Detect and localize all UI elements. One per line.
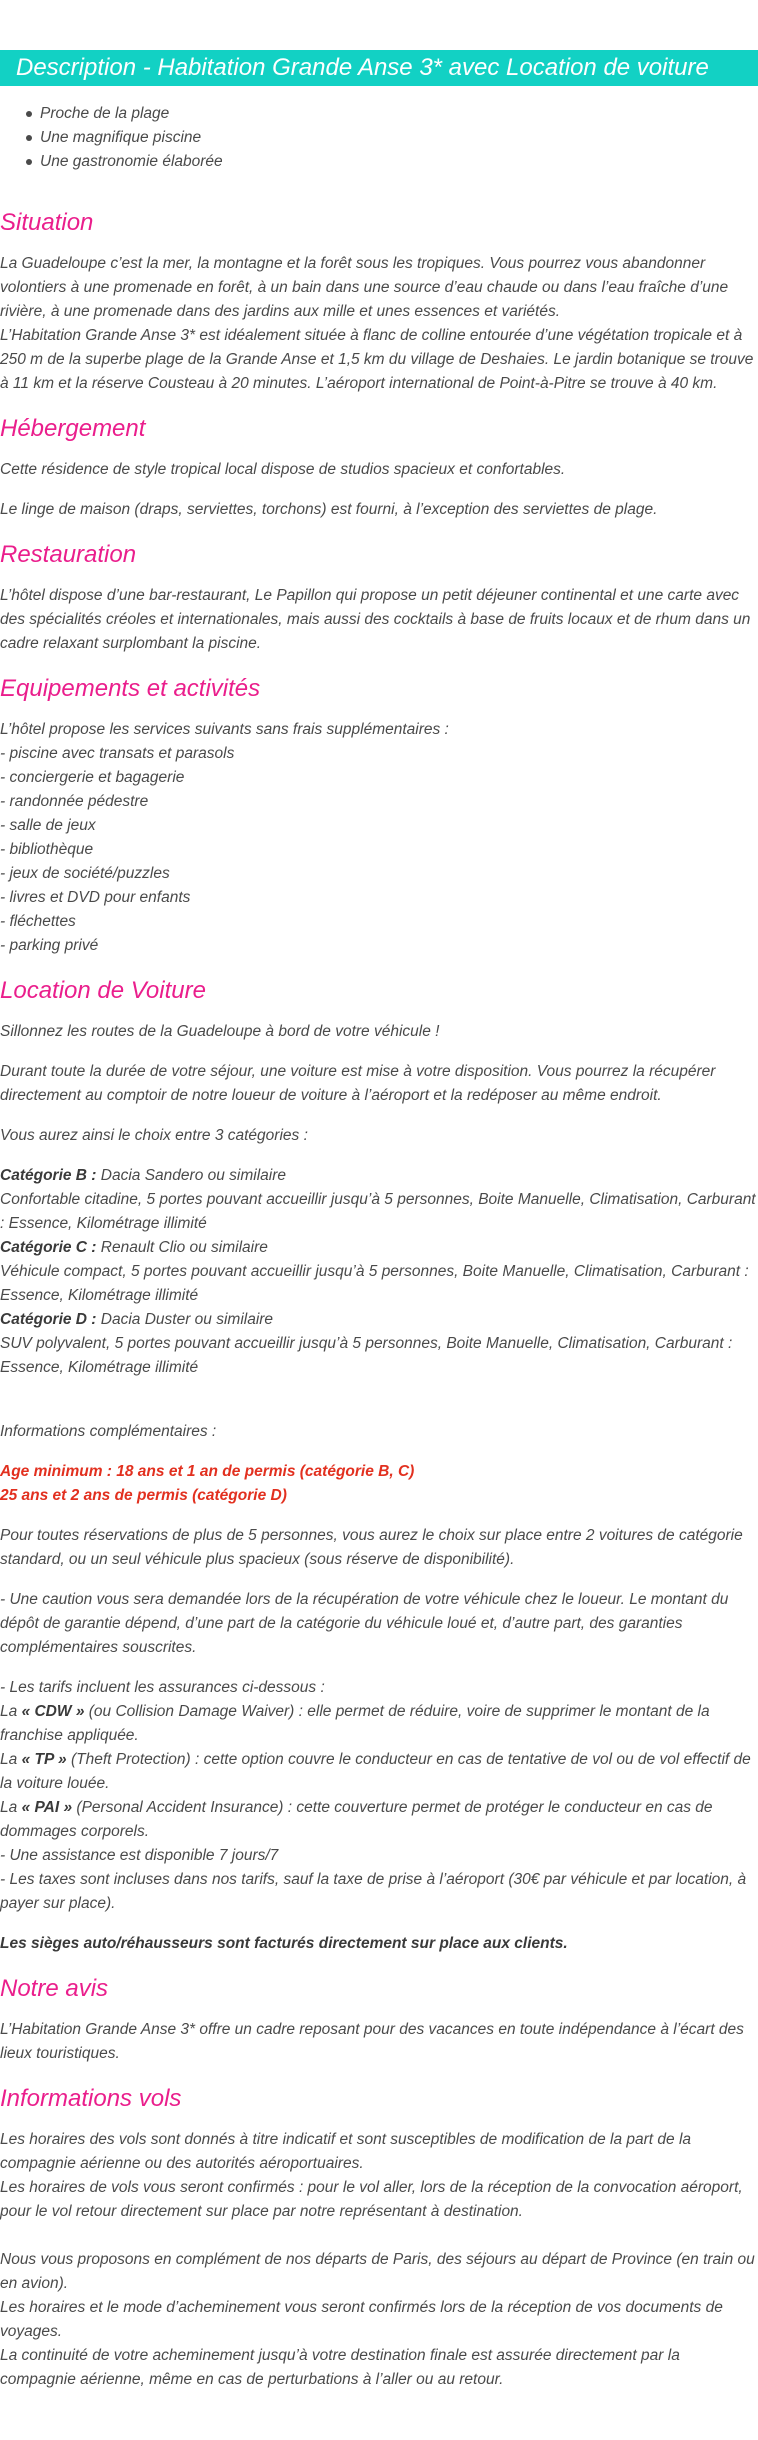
location-text: Durant toute la durée de votre séjour, une voiture est mise à votre disposition. Vous pourrez la récupérer directement au comptoir de notre loueur de voiture à l’aéroport et la redéposer au même endroit. (0, 1063, 716, 1104)
vols-text: Les horaires des vols sont donnés à titre indicatif et sont susceptibles de modification de la part de la compagnie aérienne ou des autorités aéroportuaires. (0, 2131, 692, 2172)
info-title: Informations complémentaires : (0, 1423, 217, 1440)
insurance-pai-text: (Personal Accident Insurance) : cette couverture permet de protéger le conducteur en cas de dommages corporels. (0, 1799, 713, 1840)
list-item: Une gastronomie élaborée (40, 150, 758, 174)
category-b (0, 1164, 758, 1188)
vols-text: Les horaires de vols vous seront confirmés : pour le vol aller, lors de la réception de la convocation aéroport, pour le vol retour directement sur place par notre représentant à destination. (0, 2179, 743, 2220)
list-item: - bibliothèque (0, 841, 94, 858)
insurance-cdw-text: (ou Collision Damage Waiver) : elle permet de réduire, voire de supprimer le montant de la franchise appliquée. (0, 1703, 710, 1744)
insurance-pai-label: « PAI » (21, 1799, 73, 1816)
location-text: Vous aurez ainsi le choix entre 3 catégories : (0, 1127, 308, 1144)
insurance-cdw (0, 1700, 758, 1748)
insurance-prefix: La (0, 1751, 22, 1768)
sieges-note (0, 1932, 758, 1956)
page (0, 50, 758, 2392)
hebergement-text: Le linge de maison (draps, serviettes, torchons) est fourni, à l’exception des serviettes de plage. (0, 501, 658, 518)
category-b-label: Catégorie B : (0, 1167, 97, 1184)
section-title-restauration: Restauration (0, 541, 137, 568)
list-item: Une magnifique piscine (40, 126, 758, 150)
list-item: - jeux de société/puzzles (0, 865, 170, 882)
highlights-list (0, 102, 758, 174)
restauration-text: L’hôtel dispose d’une bar-restaurant, Le Papillon qui propose un petit déjeuner continental et une carte avec des spécialités créoles et internationales, mais aussi des cocktails à base de fruits locaux et de rhum dans un cadre relaxant surplombant la piscine. (0, 587, 751, 652)
category-b-desc: Confortable citadine, 5 portes pouvant accueillir jusqu’à 5 personnes, Boite Manuelle, Climatisation, Carburant : Essence, Kilométrage illimité (0, 1191, 756, 1232)
location-text: - Une caution vous sera demandée lors de la récupération de votre véhicule chez le loueur. Le montant du dépôt de garantie dépend, d’une part de la catégorie du véhicule loué et, d’autre part, des garanties complémentaires souscrites. (0, 1591, 729, 1656)
page-title: Description - Habitation Grande Anse 3* avec Location de voiture (16, 54, 709, 81)
location-text: Sillonnez les routes de la Guadeloupe à bord de votre véhicule ! (0, 1023, 440, 1040)
category-c-desc: Véhicule compact, 5 portes pouvant accueillir jusqu’à 5 personnes, Boite Manuelle, Climatisation, Carburant : Essence, Kilométrage illimité (0, 1263, 749, 1304)
section-title-location: Location de Voiture (0, 977, 206, 1004)
category-c-label: Catégorie C : (0, 1239, 97, 1256)
section-title-avis: Notre avis (0, 1975, 109, 2002)
category-c (0, 1236, 758, 1260)
taxes-text: - Les taxes sont incluses dans nos tarifs, sauf la taxe de prise à l’aéroport (30€ par véhicule et par location, à payer sur place). (0, 1871, 747, 1912)
section-title-hebergement: Hébergement (0, 415, 146, 442)
age-requirement: 25 ans et 2 ans de permis (catégorie D) (0, 1487, 287, 1504)
category-d-label: Catégorie D : (0, 1311, 97, 1328)
list-item: - conciergerie et bagagerie (0, 769, 185, 786)
sieges-note-text: Les sièges auto/réhausseurs sont facturés directement sur place aux clients. (0, 1935, 568, 1952)
insurance-cdw-label: « CDW » (21, 1703, 85, 1720)
age-requirement: Age minimum : 18 ans et 1 an de permis (catégorie B, C) (0, 1463, 415, 1480)
category-d-desc: SUV polyvalent, 5 portes pouvant accueillir jusqu’à 5 personnes, Boite Manuelle, Climatisation, Carburant : Essence, Kilométrage illimité (0, 1335, 733, 1376)
avis-text: L’Habitation Grande Anse 3* offre un cadre reposant pour des vacances en toute indépendance à l’écart des lieux touristiques. (0, 2021, 744, 2062)
vols-text: La continuité de votre acheminement jusqu’à votre destination finale est assurée directement par la compagnie aérienne, même en cas de perturbations à l’aller ou au retour. (0, 2347, 680, 2388)
list-item: - piscine avec transats et parasols (0, 745, 235, 762)
category-b-model: Dacia Sandero ou similaire (96, 1167, 287, 1184)
situation-text: L’Habitation Grande Anse 3* est idéalement située à flanc de colline entourée d’une végétation tropicale et à 250 m de la superbe plage de la Grande Anse et 1,5 km du village de Deshaies. Le jardin botanique se trouve à 11 km et la réserve Cousteau à 20 minutes. L’aéroport international de Point-à-Pitre se trouve à 40 km. (0, 327, 754, 392)
insurance-tp-label: « TP » (21, 1751, 67, 1768)
page-title-banner (0, 50, 758, 86)
category-d (0, 1308, 758, 1332)
hebergement-text: Cette résidence de style tropical local dispose de studios spacieux et confortables. (0, 461, 566, 478)
assistance-text: - Une assistance est disponible 7 jours/7 (0, 1847, 279, 1864)
situation-text: La Guadeloupe c’est la mer, la montagne et la forêt sous les tropiques. Vous pourrez vous abandonner volontiers à une promenade en forêt, à un bain dans une source d’eau chaude ou dans l’eau fraîche d’une rivière, à une promenade dans des jardins aux mille et unes essences et variétés. (0, 255, 729, 320)
location-text: Pour toutes réservations de plus de 5 personnes, vous aurez le choix sur place entre 2 voitures de catégorie standard, ou un seul véhicule plus spacieux (sous réserve de disponibilité). (0, 1527, 743, 1568)
list-item: - randonnée pédestre (0, 793, 149, 810)
list-item: - salle de jeux (0, 817, 96, 834)
vols-text: Les horaires et le mode d’acheminement vous seront confirmés lors de la réception de vos documents de voyages. (0, 2299, 723, 2340)
insurance-prefix: La (0, 1703, 22, 1720)
vols-text: Nous vous proposons en complément de nos départs de Paris, des séjours au départ de Province (en train ou en avion). (0, 2251, 755, 2292)
list-item: - livres et DVD pour enfants (0, 889, 191, 906)
insurance-tp-text: (Theft Protection) : cette option couvre le conducteur en cas de tentative de vol ou de vol effectif de la voiture louée. (0, 1751, 751, 1792)
list-item: - parking privé (0, 937, 99, 954)
insurance-tp (0, 1748, 758, 1796)
equipements-intro: L’hôtel propose les services suivants sans frais supplémentaires : (0, 721, 449, 738)
insurance-pai (0, 1796, 758, 1844)
section-title-vols: Informations vols (0, 2085, 182, 2112)
section-title-situation: Situation (0, 209, 94, 236)
insurance-prefix: La (0, 1799, 22, 1816)
section-title-equipements: Equipements et activités (0, 675, 261, 702)
list-item: - fléchettes (0, 913, 76, 930)
insurance-intro: - Les tarifs incluent les assurances ci-dessous : (0, 1679, 325, 1696)
category-d-model: Dacia Duster ou similaire (96, 1311, 274, 1328)
list-item: Proche de la plage (40, 102, 758, 126)
category-c-model: Renault Clio ou similaire (96, 1239, 268, 1256)
